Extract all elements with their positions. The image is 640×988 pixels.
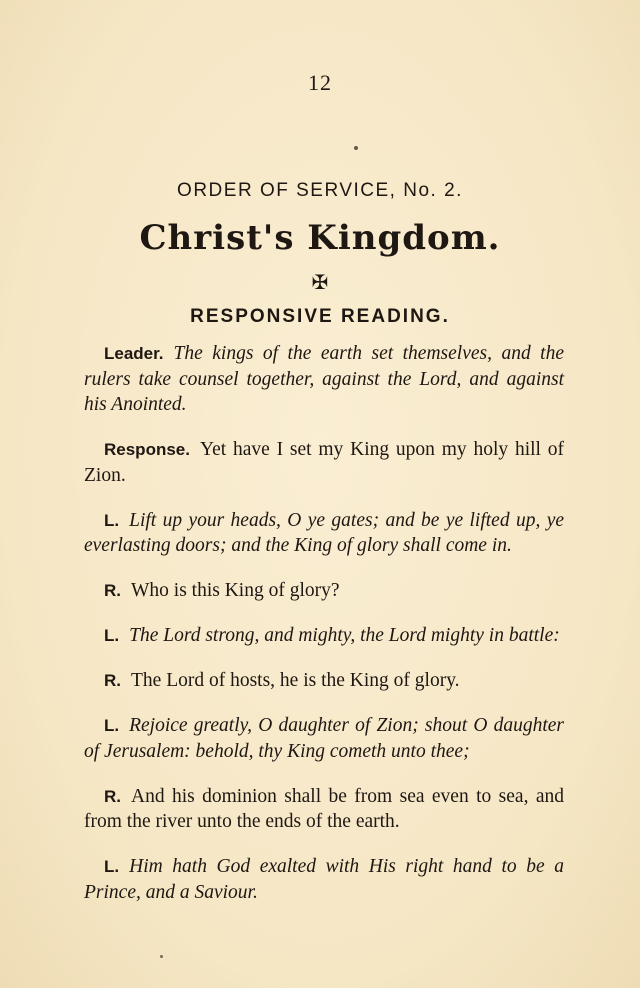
verse-text: The Lord strong, and mighty, the Lord mighty in battle: [129, 625, 560, 646]
verse-text: Him hath God exalted with His right hand to be a Prince, and a Saviour. [84, 856, 564, 903]
speaker-label: R. [104, 671, 121, 690]
speaker-label: Leader. [104, 344, 164, 363]
reading-entry-leader [84, 623, 564, 649]
speaker-label: L. [104, 626, 120, 645]
order-of-service-heading: ORDER OF SERVICE, No. 2. [177, 180, 463, 201]
verse-text: Who is this King of glory? [131, 580, 340, 601]
verse-text: Rejoice greatly, O daughter of Zion; shout O daughter of Jerusalem: behold, thy King cometh unto thee; [84, 715, 564, 762]
cross-ornament-icon: ✠ [311, 270, 329, 294]
speaker-label: Response. [104, 440, 190, 459]
speaker-label: R. [104, 786, 121, 806]
verse-text: And his dominion shall be from sea even to sea, and from the river unto the ends of the earth. [84, 785, 564, 832]
verse-text: The kings of the earth set themselves, and the rulers take counsel together, against the Lord, and against his Anointed. [84, 343, 564, 415]
reading-entry-leader [84, 713, 564, 764]
verse-text: Yet have I set my King upon my holy hill of Zion. [84, 439, 564, 486]
speaker-label: L. [104, 510, 120, 530]
reading-entry-response [84, 668, 564, 694]
reading-entry-leader [84, 854, 564, 905]
ink-speck [354, 146, 358, 150]
verse-text: Lift up your heads, O ye gates; and be ye lifted up, ye everlasting doors; and the King of glory shall come in. [84, 509, 564, 556]
ink-speck [160, 955, 163, 958]
reading-entry-response [84, 437, 564, 488]
responsive-reading [84, 341, 564, 914]
reading-entry-leader [84, 508, 564, 559]
reading-entry-leader [84, 341, 564, 418]
reading-entry-response [84, 578, 564, 604]
speaker-label: L. [104, 716, 120, 735]
reading-entry-response [84, 784, 564, 835]
section-heading: RESPONSIVE READING. [190, 306, 450, 327]
verse-text: The Lord of hosts, he is the King of glory. [131, 670, 460, 691]
page-title: Christ's Kingdom. [139, 218, 501, 258]
page-number: 12 [308, 70, 332, 95]
speaker-label: L. [104, 857, 120, 876]
speaker-label: R. [104, 581, 121, 600]
